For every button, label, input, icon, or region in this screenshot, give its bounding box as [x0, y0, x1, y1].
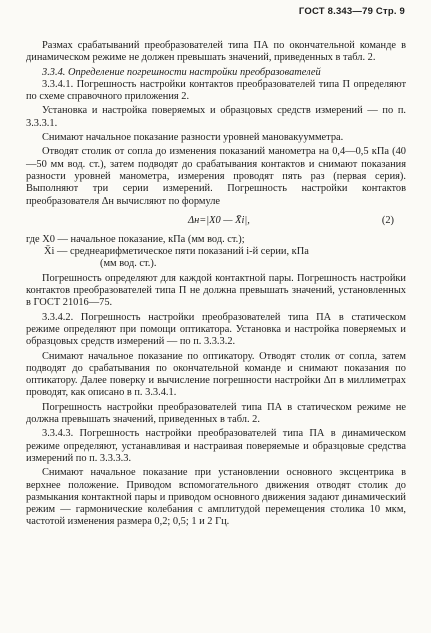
paragraph: Погрешность определяют для каждой контактной пары. Погрешность настройки контактов преобразователей типа П не должна превышать значений, установленных в ГОСТ 21016—75.: [26, 272, 406, 309]
paragraph: Снимают начальное показание при установлении основного эксцентрика в верхнее положение. Приводом вспомогательного движения отводят столик до размыкания контактной пары и приводом основного движения задают динамический режим — гармонические колебания с амплитудой перемещения столика 10 мкм, частотой изменения размера 0,2; 0,5; 1 и 2 Гц.: [26, 467, 406, 528]
formula-block: [26, 210, 406, 234]
document-body: [26, 40, 406, 529]
page-number: Стр. 9: [375, 6, 405, 17]
paragraph: 3.3.4.1. Погрешность настройки контактов преобразователей типа П определяют по схеме справочного приложения 2.: [26, 78, 406, 103]
page-header: [299, 6, 405, 17]
paragraph: Установка и настройка поверяемых и образцовых средств измерений — по п. 3.3.3.1.: [26, 105, 406, 129]
section-heading: 3.3.4. Определение погрешности настройки преобразователей: [42, 66, 321, 78]
legend-line: X̄i — среднеарифметическое пяти показаний i-й серии, кПа: [44, 246, 309, 258]
legend-line: (мм вод. ст.).: [100, 258, 157, 270]
formula-legend: [26, 234, 406, 271]
paragraph: Отводят столик от сопла до изменения показаний манометра на 0,4—0,5 кПа (40—50 мм вод. ст.), затем подводят до срабатывания контактов и снимают показания разности уровней манометра, измерения проводят пять раз (первая серия). Выполняют три серии измерений. Погрешность настройки контактов преобразователя Δн вычисляют по формуле: [26, 146, 406, 207]
formula-expression: Δн=|X0 — X̄i|,: [188, 214, 250, 226]
formula-number: (2): [381, 214, 394, 226]
paragraph: Погрешность настройки преобразователей типа ПА в статическом режиме не должна превышать значений, приведенных в табл. 2.: [26, 401, 406, 426]
paragraph: Снимают начальное показание разности уровней мановакуумметра.: [42, 132, 344, 144]
paragraph: 3.3.4.2. Погрешность настройки преобразователей типа ПА в статическом режиме определяют при помощи оптикатора. Установка и настройка поверяемых и образцовых средств измерений — по п. 3.3.3.2.: [26, 311, 406, 348]
paragraph: 3.3.4.3. Погрешность настройки преобразователей типа ПА в динамическом режиме определяют, устанавливая и настраивая поверяемые и образцовые средства измерений по п. 3.3.3.3.: [26, 428, 406, 464]
legend-line: где X0 — начальное показание, кПа (мм вод. ст.);: [26, 233, 245, 245]
paragraph: Снимают начальное показание по оптикатору. Отводят столик от сопла, затем подводят до срабатывания по окончательной команде и снимают показания по оптикатору. Далее поверку и вычисление погрешности настройки Δп в миллиметрах проводят, как описано в п. 3.3.4.1.: [26, 350, 406, 399]
paragraph: Размах срабатываний преобразователей типа ПА по окончательной команде в динамическом режиме не должен превышать значений, приведенных в табл. 2.: [26, 40, 406, 64]
standard-number: ГОСТ 8.343—79: [298, 6, 374, 17]
